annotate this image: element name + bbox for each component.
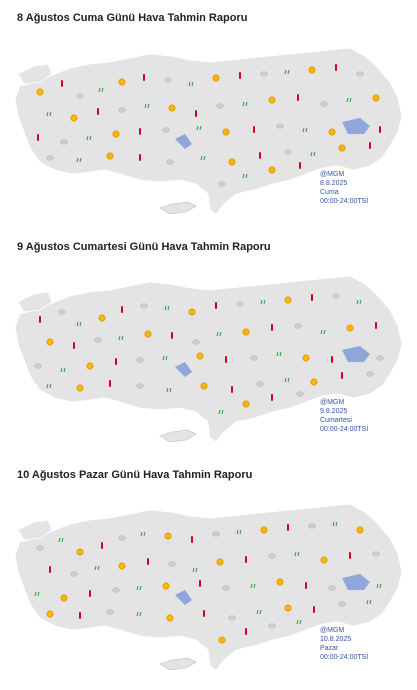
day-label: Cumartesi [320, 417, 352, 424]
sunny-icon [303, 355, 309, 361]
partly-cloudy-icon [119, 536, 126, 541]
sunny-icon [99, 315, 105, 321]
partly-cloudy-icon [141, 304, 148, 309]
sunny-icon [243, 401, 249, 407]
sunny-icon [113, 131, 119, 137]
sunny-icon [37, 89, 43, 95]
thermometer-icon [191, 536, 193, 543]
sunny-icon [347, 325, 353, 331]
sunny-icon [261, 527, 267, 533]
source-label: @MGM [320, 171, 345, 178]
partly-cloudy-icon [285, 150, 292, 155]
partly-cloudy-icon [137, 384, 144, 389]
sunny-icon [165, 533, 171, 539]
sunny-icon [61, 595, 67, 601]
partly-cloudy-icon [339, 602, 346, 607]
thermometer-icon [171, 332, 173, 339]
partly-cloudy-icon [223, 586, 230, 591]
partly-cloudy-icon [329, 586, 336, 591]
thermometer-icon [215, 302, 217, 309]
sunny-icon [71, 115, 77, 121]
thermometer-icon [335, 64, 337, 71]
sunny-icon [285, 605, 291, 611]
thermometer-icon [61, 80, 63, 87]
partly-cloudy-icon [163, 128, 170, 133]
partly-cloudy-icon [61, 140, 68, 145]
thermometer-icon [297, 94, 299, 101]
thermometer-icon [139, 154, 141, 161]
sunny-icon [217, 559, 223, 565]
date-label: 10.8.2025 [320, 636, 352, 643]
thermometer-icon [271, 324, 273, 331]
sunny-icon [243, 329, 249, 335]
partly-cloudy-icon [257, 382, 264, 387]
partly-cloudy-icon [237, 302, 244, 307]
thermometer-icon [331, 356, 333, 363]
sunny-icon [373, 95, 379, 101]
thermometer-icon [97, 108, 99, 115]
sunny-icon [119, 79, 125, 85]
thermometer-icon [139, 128, 141, 135]
thermometer-icon [271, 394, 273, 401]
report-title: 10 Ağustos Pazar Günü Hava Tahmin Raporu [17, 469, 253, 481]
sunny-icon [87, 363, 93, 369]
report-stamp [320, 626, 368, 662]
partly-cloudy-icon [277, 124, 284, 129]
partly-cloudy-icon [213, 532, 220, 537]
thermometer-icon [313, 606, 315, 613]
sunny-icon [77, 385, 83, 391]
partly-cloudy-icon [167, 160, 174, 165]
sunny-icon [145, 331, 151, 337]
day-label: Pazar [320, 645, 339, 652]
sunny-icon [311, 379, 317, 385]
sunny-icon [119, 563, 125, 569]
thermometer-icon [379, 126, 381, 133]
partly-cloudy-icon [269, 624, 276, 629]
thermometer-icon [109, 380, 111, 387]
partly-cloudy-icon [71, 572, 78, 577]
thermometer-icon [143, 74, 145, 81]
thermometer-icon [37, 134, 39, 141]
source-label: @MGM [320, 399, 345, 406]
partly-cloudy-icon [229, 616, 236, 621]
partly-cloudy-icon [309, 524, 316, 529]
thermometer-icon [299, 162, 301, 169]
thermometer-icon [311, 294, 313, 301]
thermometer-icon [259, 152, 261, 159]
partly-cloudy-icon [373, 552, 380, 557]
partly-cloudy-icon [269, 554, 276, 559]
sunny-icon [269, 167, 275, 173]
sunny-icon [339, 145, 345, 151]
partly-cloudy-icon [165, 78, 172, 83]
thermometer-icon [253, 126, 255, 133]
thermometer-icon [239, 72, 241, 79]
sunny-icon [201, 383, 207, 389]
partly-cloudy-icon [95, 338, 102, 343]
thermometer-icon [89, 590, 91, 597]
partly-cloudy-icon [357, 72, 364, 77]
partly-cloudy-icon [35, 364, 42, 369]
thermometer-icon [287, 524, 289, 531]
partly-cloudy-icon [37, 546, 44, 551]
sunny-icon [167, 615, 173, 621]
thermometer-icon [203, 610, 205, 617]
thermometer-icon [375, 322, 377, 329]
sunny-icon [169, 105, 175, 111]
partly-cloudy-icon [261, 72, 268, 77]
report-title: 8 Ağustos Cuma Günü Hava Tahmin Raporu [17, 12, 248, 24]
partly-cloudy-icon [251, 356, 258, 361]
thermometer-icon [225, 356, 227, 363]
sunny-icon [47, 611, 53, 617]
thermometer-icon [305, 582, 307, 589]
thermometer-icon [101, 542, 103, 549]
period-label: 00:00-24:00TSİ [320, 426, 369, 433]
partly-cloudy-icon [297, 392, 304, 397]
sunny-icon [213, 75, 219, 81]
partly-cloudy-icon [377, 356, 384, 361]
sunny-icon [357, 527, 363, 533]
source-label: @MGM [320, 627, 345, 634]
thermometer-icon [341, 372, 343, 379]
partly-cloudy-icon [219, 182, 226, 187]
thermometer-icon [245, 628, 247, 635]
sunny-icon [197, 353, 203, 359]
partly-cloudy-icon [59, 310, 66, 315]
partly-cloudy-icon [119, 108, 126, 113]
partly-cloudy-icon [333, 294, 340, 299]
thermometer-icon [199, 580, 201, 587]
sunny-icon [321, 557, 327, 563]
partly-cloudy-icon [321, 102, 328, 107]
period-label: 00:00-24:00TSİ [320, 654, 369, 661]
sunny-icon [47, 339, 53, 345]
sunny-icon [77, 549, 83, 555]
date-label: 8.8.2025 [320, 180, 348, 187]
sunny-icon [277, 579, 283, 585]
thermometer-icon [195, 110, 197, 117]
report-stamp [320, 398, 368, 434]
sunny-icon [269, 97, 275, 103]
sunny-icon [229, 159, 235, 165]
partly-cloudy-icon [367, 372, 374, 377]
sunny-icon [329, 129, 335, 135]
date-label: 9.8.2025 [320, 408, 348, 415]
partly-cloudy-icon [193, 340, 200, 345]
thermometer-icon [231, 386, 233, 393]
thermometer-icon [245, 556, 247, 563]
sunny-icon [285, 297, 291, 303]
thermometer-icon [369, 142, 371, 149]
sunny-icon [107, 153, 113, 159]
partly-cloudy-icon [169, 562, 176, 567]
sunny-icon [189, 309, 195, 315]
sunny-icon [219, 637, 225, 643]
report-stamp [320, 170, 368, 206]
partly-cloudy-icon [295, 324, 302, 329]
period-label: 00:00-24:00TSİ [320, 198, 369, 205]
thermometer-icon [349, 552, 351, 559]
partly-cloudy-icon [47, 156, 54, 161]
report-title: 9 Ağustos Cumartesi Günü Hava Tahmin Raporu [17, 241, 271, 253]
day-label: Cuma [320, 189, 339, 196]
sunny-icon [309, 67, 315, 73]
partly-cloudy-icon [137, 358, 144, 363]
sunny-icon [163, 583, 169, 589]
sunny-icon [223, 129, 229, 135]
thermometer-icon [115, 358, 117, 365]
thermometer-icon [39, 316, 41, 323]
partly-cloudy-icon [113, 588, 120, 593]
thermometer-icon [147, 558, 149, 565]
thermometer-icon [121, 306, 123, 313]
thermometer-icon [73, 342, 75, 349]
partly-cloudy-icon [107, 610, 114, 615]
thermometer-icon [79, 612, 81, 619]
partly-cloudy-icon [77, 94, 84, 99]
thermometer-icon [49, 566, 51, 573]
partly-cloudy-icon [217, 104, 224, 109]
